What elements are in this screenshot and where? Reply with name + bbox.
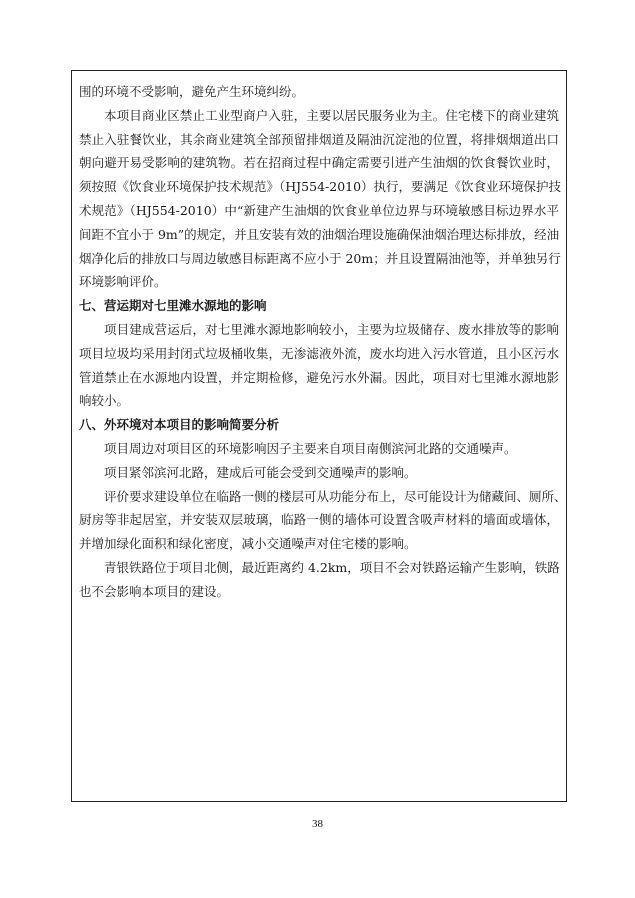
text-line: 青银铁路位于项目北侧，最近距离约 4.2km，项目不会对铁路运输产生影响，铁路 <box>104 559 560 575</box>
text-line: 围的环境不受影响，避免产生环境纠纷。 <box>79 84 305 99</box>
text-line: 项目垃圾均采用封闭式垃圾桶收集，无渗滤液外流，废水均进入污水管道，且小区污水 <box>79 345 559 361</box>
text-line: 厨房等非起居室，并安装双层玻璃，临路一侧的墙体可设置含吸声材料的墙面或墙体， <box>79 512 559 528</box>
text-line: 项目周边对项目区的环境影响因子主要来自项目南侧滨河北路的交通噪声。 <box>104 440 517 456</box>
text-line: 环境影响评价。 <box>79 274 167 290</box>
text-line: 朝向避开易受影响的建筑物。若在招商过程中确定需要引进产生油烟的饮食餐饮业时， <box>79 155 559 171</box>
document-body <box>79 80 567 604</box>
text-line: 并增加绿化面积和绿化密度，减小交通噪声对住宅楼的影响。 <box>79 536 417 552</box>
page-number: 38 <box>312 818 323 830</box>
content-frame <box>71 70 567 802</box>
text-line: 禁止入驻餐饮业，其余商业建筑全部预留排烟道及隔油沉淀池的位置，将排烟烟道出口 <box>79 131 559 147</box>
text-line: 响较小。 <box>79 393 130 409</box>
text-line: 也不会影响本项目的建设。 <box>79 583 230 599</box>
text-line: 项目建成营运后，对七里滩水源地影响较小，主要为垃圾储存、废水排放等的影响 <box>104 321 559 337</box>
section-heading: 八、外环境对本项目的影响简要分析 <box>79 417 280 433</box>
text-line: 间距不宜小于 9m”的规定，并且安装有效的油烟治理设施确保油烟治理达标排放，经油 <box>79 226 560 242</box>
text-line: 管道禁止在水源地内设置，并定期检修，避免污水外漏。因此，项目对七里滩水源地影 <box>79 369 559 385</box>
section-heading: 七、营运期对七里滩水源地的影响 <box>79 298 267 314</box>
text-line: 烟净化后的排放口与周边敏感目标距离不应小于 20m；并且设置隔油池等，并单独另行 <box>79 250 561 266</box>
text-line: 术规范》（HJ554-2010）中“新建产生油烟的饮食业单位边界与环境敏感目标边界水平 <box>79 202 559 218</box>
text-line: 本项目商业区禁止工业型商户入驻，主要以居民服务业为主。住宅楼下的商业建筑 <box>104 107 559 123</box>
text-line: 项目紧邻滨河北路，建成后可能会受到交通噪声的影响。 <box>104 464 417 480</box>
text-line: 评价要求建设单位在临路一侧的楼层可从功能分布上，尽可能设计为储藏间、厕所、 <box>104 488 567 504</box>
text-line: 须按照《饮食业环境保护技术规范》（HJ554-2010）执行，要满足《饮食业环境保护技 <box>79 179 562 195</box>
